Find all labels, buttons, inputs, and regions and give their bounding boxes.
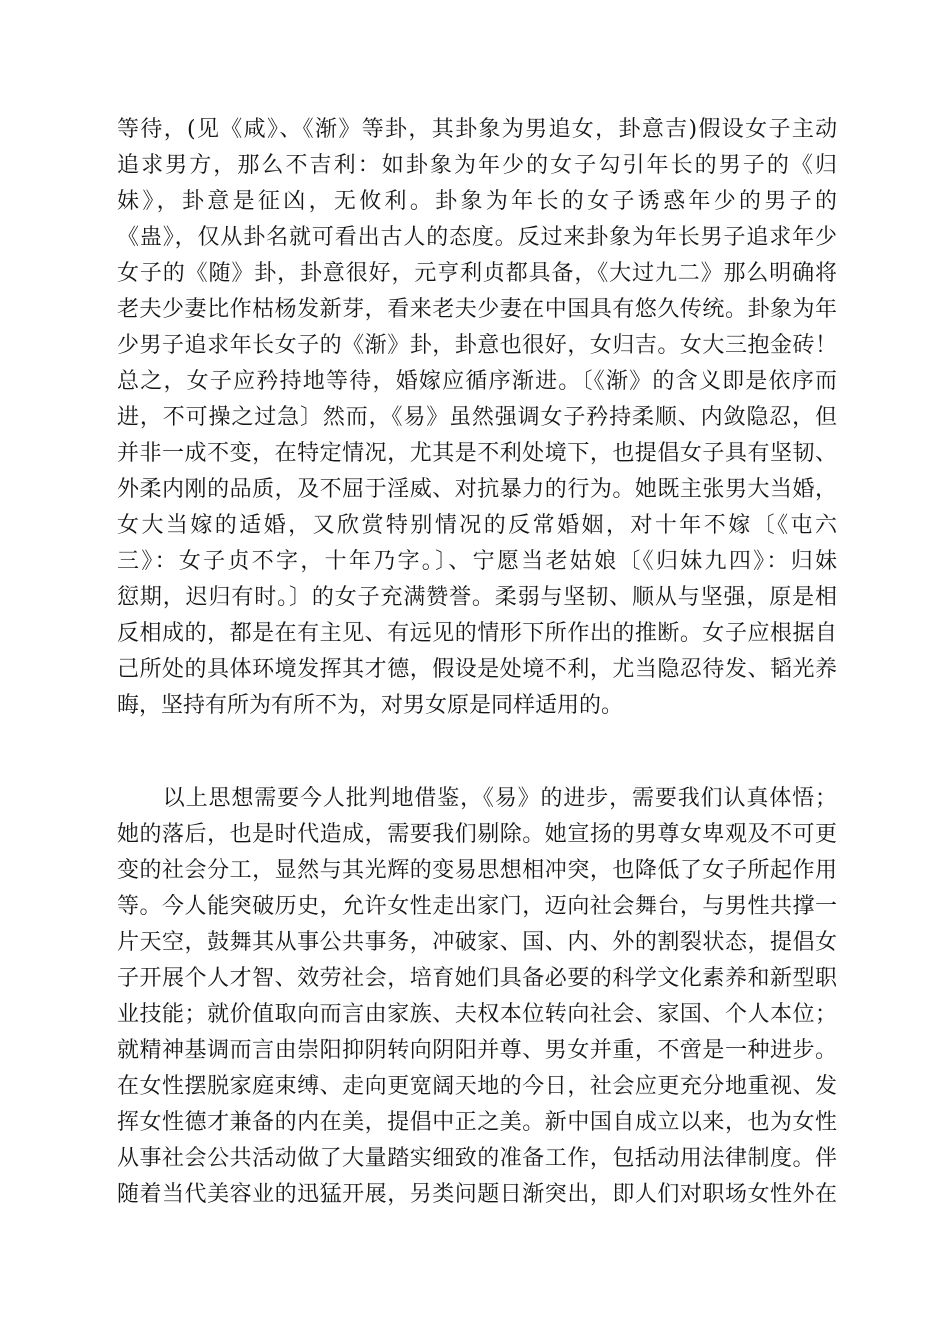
text-line: 外柔内刚的品质，及不屈于淫威、对抗暴力的行为。她既主张男大当婚， (117, 477, 838, 502)
text-line: 片天空，鼓舞其从事公共事务，冲破家、国、内、外的割裂状态，提倡女 (117, 930, 838, 955)
text-line: 等。今人能突破历史，允许女性走出家门，迈向社会舞台，与男性共撑一 (117, 894, 838, 919)
text-line: 随着当代美容业的迅猛开展，另类问题日渐突出，即人们对职场女性外在 (117, 1182, 838, 1207)
text-line: 晦，坚持有所为有所不为，对男女原是同样适用的。 (117, 693, 624, 718)
text-line: 以上思想需要今人批判地借鉴，《易》的进步，需要我们认真体悟； (117, 786, 838, 811)
text-line: 业技能；就价值取向而言由家族、夫权本位转向社会、家国、个人本位； (117, 1002, 838, 1027)
text-line: 子开展个人才智、效劳社会，培育她们具备必要的科学文化素养和新型职 (117, 966, 838, 991)
text-line: 总之，女子应矜持地等待，婚嫁应循序渐进。〔《渐》的含义即是依序而 (117, 369, 839, 394)
text-line: 从事社会公共活动做了大量踏实细致的准备工作，包括动用法律制度。伴 (117, 1146, 838, 1171)
text-line: 少男子追求年长女子的《渐》卦，卦意也很好，女归吉。女大三抱金砖！ (117, 333, 838, 358)
text-line: 挥女性德才兼备的内在美，提倡中正之美。新中国自成立以来，也为女性 (117, 1110, 838, 1135)
text-line: 进，不可操之过急〕然而，《易》虽然强调女子矜持柔顺、内敛隐忍，但 (117, 405, 838, 430)
text-line: 妹》，卦意是征凶，无攸利。卦象为年长的女子诱惑年少的男子的 (117, 189, 841, 214)
text-line: 变的社会分工，显然与其光辉的变易思想相冲突，也降低了女子所起作用 (117, 858, 838, 883)
text-line: 老夫少妻比作枯杨发新芽，看来老夫少妻在中国具有悠久传统。卦象为年 (117, 297, 838, 322)
text-line: 己所处的具体环境发挥其才德，假设是处境不利，尤当隐忍待发、韬光养 (117, 657, 838, 682)
text-line: 并非一成不变，在特定情况，尤其是不利处境下，也提倡女子具有坚韧、 (117, 441, 838, 466)
text-line: 三》：女子贞不字，十年乃字。〕、宁愿当老姑娘〔《归妹九四》：归妹 (117, 549, 840, 574)
text-line: 在女性摆脱家庭束缚、走向更宽阔天地的今日，社会应更充分地重视、发 (117, 1074, 838, 1099)
text-line: 反相成的，都是在有主见、有远见的情形下所作出的推断。女子应根据自 (117, 621, 838, 646)
text-line: 她的落后，也是时代造成，需要我们剔除。她宣扬的男尊女卑观及不可更 (117, 822, 838, 847)
text-line: 愆期，迟归有时。〕的女子充满赞誉。柔弱与坚韧、顺从与坚强，原是相 (117, 585, 838, 610)
text-line: 等待，(见《咸》、《渐》等卦，其卦象为男追女，卦意吉)假设女子主动 (117, 117, 839, 142)
text-line: 《蛊》，仅从卦名就可看出古人的态度。反过来卦象为年长男子追求年少 (117, 225, 838, 250)
text-line: 追求男方，那么不吉利：如卦象为年少的女子勾引年长的男子的《归 (117, 153, 840, 178)
text-line: 女子的《随》卦，卦意很好，元亨利贞都具备，《大过九二》那么明确将 (117, 261, 838, 286)
text-line: 就精神基调而言由崇阳抑阴转向阴阳并尊、男女并重，不啻是一种进步。 (117, 1038, 838, 1063)
text-line: 女大当嫁的适婚，又欣赏特别情况的反常婚姻，对十年不嫁〔《屯六 (117, 513, 840, 538)
